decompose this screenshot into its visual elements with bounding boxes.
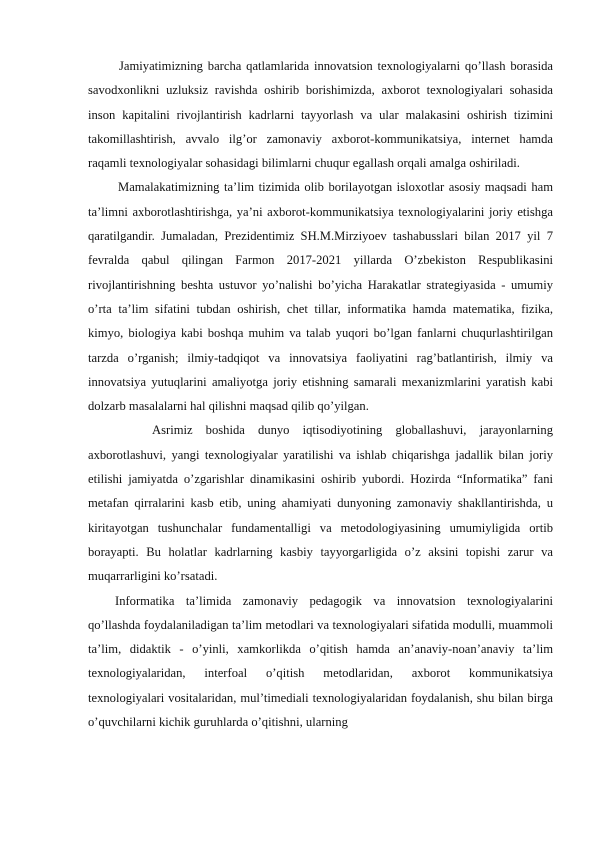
paragraph-informatics-methods: Informatika ta’limida zamonaviy pedagogik va innovatsion texnologiyalarini qo’llashda foydalaniladigan ta’lim metodlari va texnologiyalari sifatida modulli, muammoli ta’lim, didaktik - o’yinli, xamkorlikda o’qitish hamda an’anaviy-noan’anaviy ta’lim texnologiyalaridan, interfoal o’qitish metodlaridan, axborot kommunikatsiya texnologiyalari vositalaridan, mul’timediali texnologiyalaridan foydalanish, shu bilan birga o’quvchilarni kichik guruhlarda o’qitishni, ularning bbox=[88, 593, 553, 730]
paragraph-globalization: Asrimiz boshida dunyo iqtisodiyotining globallashuvi, jarayonlarning axborotlashuvi, yangi texnologiyalar yaratilishi va ishlab chiqarishga jadallik bilan joriy etilishi jamiyatda o’zgarishlar dinamikasini oshirib yubordi. Hozirda “Informatika” fani metafan qirralarini kasb etib, uning ahamiyati dunyoning zamonaviy shakllantirishda, u kiritayotgan tushunchalar fundamentalligi va metodologiyasining umumiyligida ortib borayapti. Bu holatlar kadrlarning kasbiy tayyorgarligida o’z aksini topishi zarur va muqarrarligini ko’rsatadi. bbox=[88, 423, 553, 584]
paragraph-education-reforms: Mamalakatimizning ta’lim tizimida olib borilayotgan isloxotlar asosiy maqsadi ham ta’limni axborotlashtirishga, ya’ni axborot-kommunikatsiya texnologiyalarini joriy etishga qaratilgandir. Jumaladan, Prezidentimiz SH.M.Mirziyoev tashabusslari bilan 2017 yil 7 fevralda qabul qilingan Farmon 2017-2021 yillarda O’zbekiston Respublikasini rivojlantirishning beshta ustuvor yo’nalishi bo’yicha Harakatlar strategiyasida - umumiy o’rta ta’lim sifatini tubdan oshirish, chet tillar, informatika hamda matematika, fizika, kimyo, biologiya kabi boshqa muhim va talab yuqori bo’lgan fanlarni chuqurlashtirilgan tarzda o’rganish; ilmiy-tadqiqot va innovatsiya faoliyatini rag’batlantirish, ilmiy va innovatsiya yutuqlarini amaliyotga joriy etishning samarali mexanizmlarini yaratish kabi dolzarb masalalarni hal qilishni maqsad qilib qo’yilgan. bbox=[88, 180, 553, 414]
paragraph-innovation-literacy: Jamiyatimizning barcha qatlamlarida innovatsion texnologiyalarni qo’llash borasida savodxonlikni uzluksiz ravishda oshirib borishimizda, axborot texnologiyalari sohasida inson kapitalini rivojlantirish kadrlarni tayyorlash va ular malakasini oshirish tizimini takomillashtirish, avvalo ilg’or zamonaviy axborot-kommunikatsiya, internet hamda raqamli texnologiyalar sohasidagi bilimlarni chuqur egallash orqali amalga oshiriladi. bbox=[88, 59, 553, 171]
document-page bbox=[88, 54, 553, 734]
